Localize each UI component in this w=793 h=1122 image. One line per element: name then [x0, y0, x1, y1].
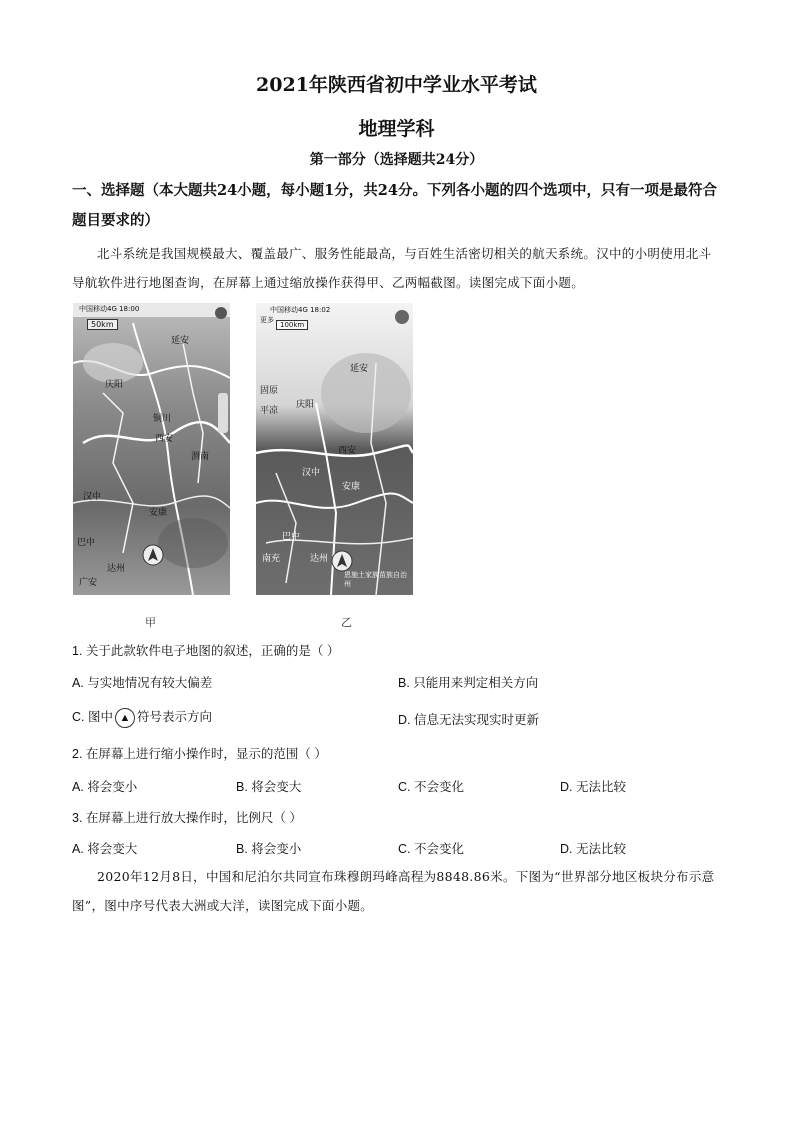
map-jia: [73, 303, 230, 595]
question-1-option-c-text-2: 符号表示方向: [136, 710, 212, 724]
map-label: 渭南: [191, 452, 210, 462]
question-1-option-a[interactable]: A. 与实地情况有较大偏差: [72, 676, 213, 690]
navigation-arrow-icon: ▲: [115, 708, 135, 728]
map-label: 达州: [310, 554, 329, 564]
question-3-option-a[interactable]: A. 将会变大: [72, 842, 138, 856]
section-heading: 一、选择题（本大题共24小题，每小题1分，共24分。下列各小题的四个选项中，只有一项是最符合题目要求的）: [72, 182, 717, 229]
map-label: 西安: [338, 446, 357, 456]
map-label: 安康: [149, 508, 168, 518]
question-1-option-d[interactable]: D. 信息无法实现实时更新: [398, 713, 539, 727]
exam-title: 2021年陕西省初中学业水平考试: [256, 74, 537, 96]
map-label: 铜川: [153, 414, 172, 424]
map-yi-corner: 更多: [260, 316, 274, 324]
question-1-option-c[interactable]: [72, 707, 212, 728]
map-label: 巴中: [282, 532, 301, 542]
question-1-option-c-text: C. 图中: [72, 710, 113, 724]
map-yi-scale: 100km: [276, 320, 308, 330]
map-label: 巴中: [77, 538, 96, 548]
map-label: 延安: [171, 336, 190, 346]
map-label: 达州: [107, 564, 126, 574]
intro-paragraph-1: 北斗系统是我国规模最大、覆盖最广、服务性能最高，与百姓生活密切相关的航天系统。汉中的小明使用北斗导航软件进行地图查询，在屏幕上通过缩放操作获得甲、乙两幅截图。读图完成下面小题。: [72, 246, 712, 290]
map-label: 汉中: [83, 492, 102, 502]
question-3-option-b[interactable]: B. 将会变小: [236, 842, 302, 856]
question-3-option-d[interactable]: D. 无法比较: [560, 842, 626, 856]
map-label: 固原: [260, 386, 279, 396]
map-label: 汉中: [302, 468, 321, 478]
question-3-stem: 3. 在屏幕上进行放大操作时，比例尺（ ）: [72, 811, 302, 825]
question-2-option-b[interactable]: B. 将会变大: [236, 780, 302, 794]
question-2-option-d[interactable]: D. 无法比较: [560, 780, 626, 794]
subject-title: 地理学科: [358, 118, 435, 140]
map-label: 恩施土家族苗族自治州: [344, 571, 407, 588]
map-label: 西安: [155, 434, 174, 444]
map-yi-status: 中国移动4G 18:02: [270, 306, 331, 314]
map-jia-scale: 50km: [87, 319, 118, 330]
map-yi-caption: 乙: [341, 616, 352, 629]
question-2-stem: 2. 在屏幕上进行缩小操作时，显示的范围（ ）: [72, 747, 327, 761]
map-label: 庆阳: [296, 400, 315, 410]
question-3-option-c[interactable]: C. 不会变化: [398, 842, 464, 856]
map-label: 南充: [262, 554, 281, 564]
map-jia-status: 中国移动4G 18:00: [79, 305, 140, 313]
part-title: 第一部分（选择题共24分）: [309, 152, 484, 168]
intro-paragraph-2: 2020年12月8日，中国和尼泊尔共同宣布珠穆朗玛峰高程为8848.86米。下图为“世界部分地区板块分布示意图”，图中序号代表大洲或大洋，读图完成下面小题。: [72, 869, 715, 913]
map-label: 庆阳: [105, 380, 124, 390]
question-2-option-a[interactable]: A. 将会变小: [72, 780, 138, 794]
map-yi: [256, 303, 413, 595]
question-1-option-b[interactable]: B. 只能用来判定相关方向: [398, 676, 539, 690]
question-2-option-c[interactable]: C. 不会变化: [398, 780, 464, 794]
map-jia-caption: 甲: [145, 616, 156, 629]
map-label: 延安: [350, 364, 369, 374]
map-label: 平凉: [260, 406, 279, 416]
question-1-stem: 1. 关于此款软件电子地图的叙述，正确的是（ ）: [72, 644, 340, 658]
map-label: 安康: [342, 482, 361, 492]
map-label: 广安: [79, 578, 98, 588]
